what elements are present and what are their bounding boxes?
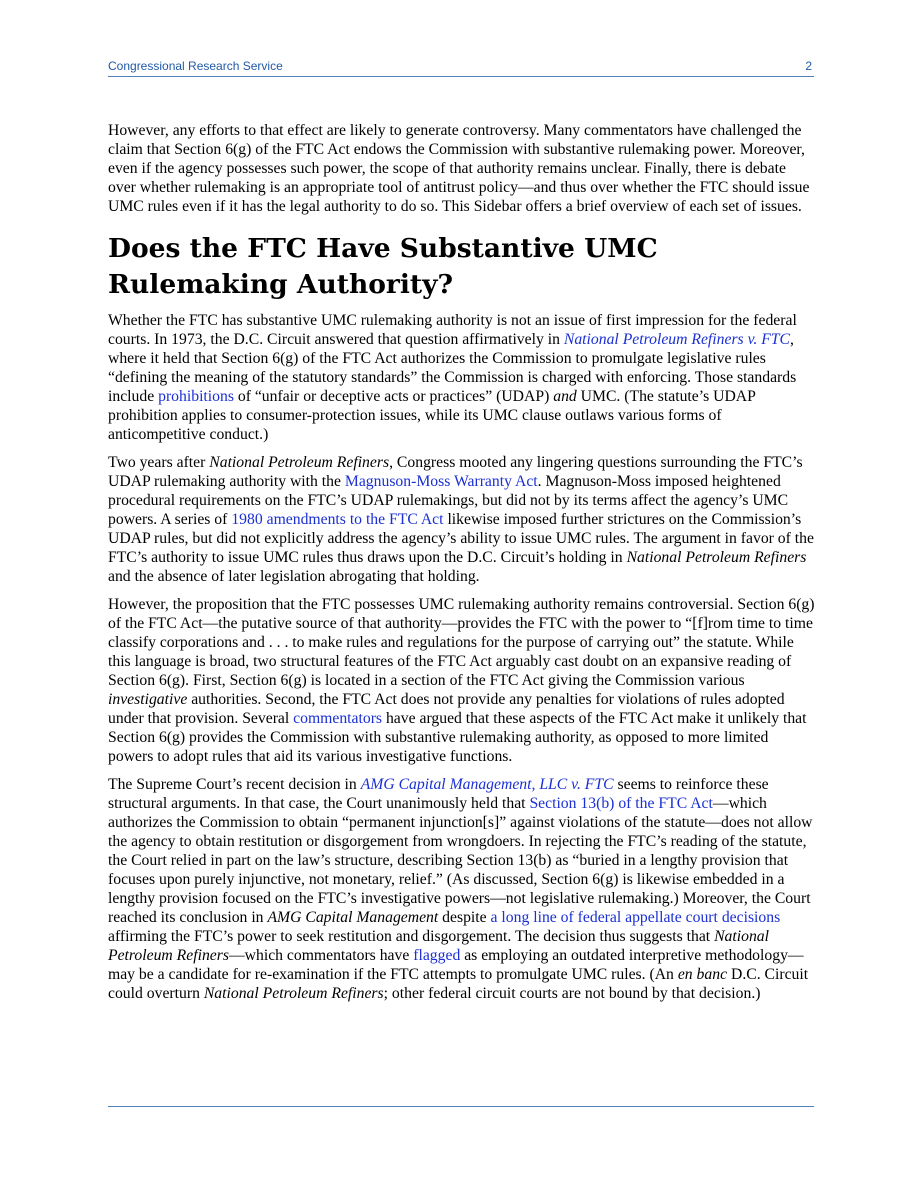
header-org-name: Congressional Research Service xyxy=(108,59,283,73)
p1-text-3: of “unfair or deceptive acts or practices” (UDAP) xyxy=(233,388,554,405)
p4-text-1: The Supreme Court’s recent decision in xyxy=(108,776,361,793)
paragraph-2 xyxy=(108,453,816,586)
p4-text-6: —which commentators have xyxy=(228,947,414,964)
p4-text-9: ; other federal circuit courts are not bound by that decision.) xyxy=(383,985,761,1002)
p3-text-3: have argued that these aspects of the FTC Act make it unlikely that Section 6(g) provides the Commission with substantive rulemaking authority, as opposed to more limited powers to adopt rules that aid its various investigative functions. xyxy=(108,710,807,765)
link-section-13b[interactable]: Section 13(b) of the FTC Act xyxy=(529,795,713,812)
paragraph-1 xyxy=(108,311,816,444)
p4-text-8: D.C. Circuit could overturn xyxy=(108,966,809,1002)
p2-emphasis-2: National Petroleum Refiners xyxy=(626,549,807,566)
p4-text-3: —which authorizes the Commission to obtain “permanent injunction[s]” against violations of the statute—does not allow the agency to obtain restitution or disgorgement from wrongdoers. In rejecting the FTC’s reading of the statute, the Court relied in part on the law’s structure, describing Section 13(b) as “buried in a lengthy provision that focuses upon purely injunctive, not monetary, relief.” (As discussed, Section 6(g) is likewise embedded in a lengthy provision focused on the FTC’s investigative powers—not legislative rulemaking.) Moreover, the Court reached its conclusion in xyxy=(108,795,813,926)
p2-text-2: , Congress mooted any lingering questions surrounding the FTC’s UDAP rulemaking authority with the xyxy=(108,454,803,490)
section-heading: Does the FTC Have Substantive UMC Rulemaking Authority? xyxy=(108,233,658,300)
link-amg-capital[interactable]: AMG Capital Management, LLC v. FTC xyxy=(360,776,614,793)
link-commentators[interactable]: commentators xyxy=(293,710,383,727)
page-header xyxy=(108,58,814,77)
p4-text-2: seems to reinforce these structural arguments. In that case, the Court unanimously held that xyxy=(108,776,769,812)
p4-text-5: affirming the FTC’s power to seek restitution and disgorgement. The decision thus suggests that xyxy=(108,928,715,945)
p1-emphasis-and: and xyxy=(553,388,577,405)
p3-text-1: However, the proposition that the FTC possesses UMC rulemaking authority remains controversial. Section 6(g) of the FTC Act—the putative source of that authority—provides the FTC with the power to “[f]rom time to time classify corporations and . . . to make rules and regulations for the purpose of carrying out” the statute. While this language is broad, two structural features of the FTC Act arguably cast doubt on an expansive reading of Section 6(g). First, Section 6(g) is located in a section of the FTC Act giving the Commission various xyxy=(108,596,815,689)
p4-emphasis-1: AMG Capital Management xyxy=(267,909,439,926)
p4-text-4: despite xyxy=(438,909,491,926)
intro-paragraph xyxy=(108,121,816,216)
p2-text-5: and the absence of later legislation abrogating that holding. xyxy=(108,568,480,585)
link-national-petroleum-refiners[interactable]: National Petroleum Refiners v. FTC xyxy=(563,331,790,348)
p4-emphasis-2: National Petroleum Refiners xyxy=(108,928,769,964)
link-magnuson-moss[interactable]: Magnuson-Moss Warranty Act xyxy=(344,473,538,490)
link-prohibitions[interactable]: prohibitions xyxy=(158,388,234,405)
paragraph-3 xyxy=(108,595,816,766)
p2-text-3: . Magnuson-Moss imposed heightened procedural requirements on the FTC’s UDAP rulemakings, but did not by its terms affect the agency’s UMC powers. A series of xyxy=(108,473,789,528)
document-body xyxy=(108,121,816,1012)
p1-text-2: , where it held that Section 6(g) of the FTC Act authorizes the Commission to promulgate legislative rules “defining the meaning of the statutory standards” the Commission is charged with enforcing. Those standards include xyxy=(108,331,797,405)
p1-text-1: Whether the FTC has substantive UMC rulemaking authority is not an issue of first impression for the federal courts. In 1973, the D.C. Circuit answered that question affirmatively in xyxy=(108,312,797,348)
p2-emphasis-1: National Petroleum Refiners xyxy=(209,454,390,471)
link-appellate-decisions[interactable]: a long line of federal appellate court decisions xyxy=(490,909,781,926)
p4-emphasis-en-banc: en banc xyxy=(677,966,728,983)
p3-emphasis-investigative: investigative xyxy=(108,691,188,708)
link-1980-amendments[interactable]: 1980 amendments to the FTC Act xyxy=(231,511,444,528)
footer-divider xyxy=(108,1106,814,1107)
intro-text: However, any efforts to that effect are likely to generate controversy. Many commentators have challenged the claim that Section 6(g) of the FTC Act endows the Commission with substantive rulemaking power. Moreover, even if the agency possesses such power, the scope of that authority remains unclear. Finally, there is debate over whether rulemaking is an appropriate tool of antitrust policy—and thus over whether the FTC should issue UMC rules even if it has the legal authority to do so. This Sidebar offers a brief overview of each set of issues. xyxy=(108,122,810,215)
p4-emphasis-4: National Petroleum Refiners xyxy=(203,985,384,1002)
paragraph-4 xyxy=(108,775,816,1003)
p1-text-4: UMC. (The statute’s UDAP prohibition applies to consumer-protection issues, while its UMC clause outlaws various forms of anticompetitive conduct.) xyxy=(108,388,756,443)
link-flagged[interactable]: flagged xyxy=(413,947,461,964)
p2-text-4: likewise imposed further strictures on the Commission’s UDAP rules, but did not explicitly address the agency’s ability to issue UMC rules. The argument in favor of the FTC’s authority to issue UMC rules thus draws upon the D.C. Circuit’s holding in xyxy=(108,511,814,566)
p3-text-2: authorities. Second, the FTC Act does not provide any penalties for violations of rules adopted under that provision. Several xyxy=(108,691,785,727)
p2-text-1: Two years after xyxy=(108,454,210,471)
header-page-number: 2 xyxy=(805,59,812,73)
p4-text-7: as employing an outdated interpretive methodology—may be a candidate for re-examination if the FTC attempts to promulgate UMC rules. (An xyxy=(108,947,804,983)
